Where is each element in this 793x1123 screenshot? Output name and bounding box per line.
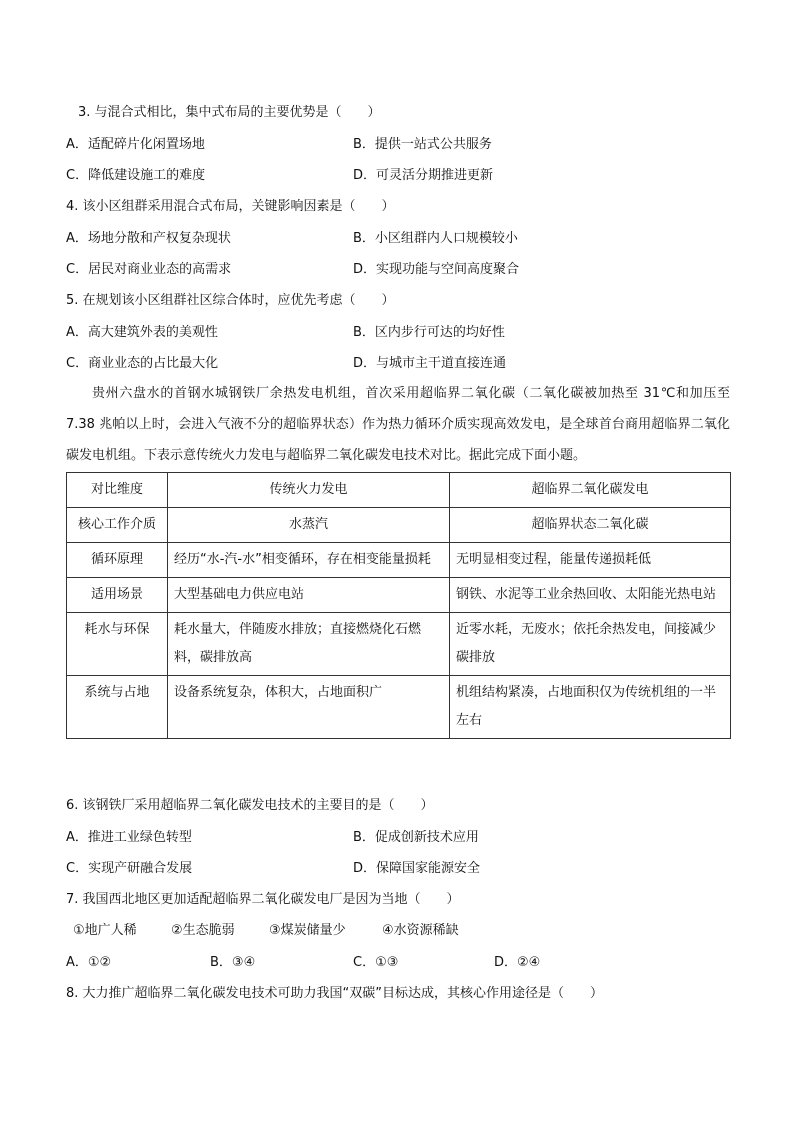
question-7-option-b: B．③④ <box>210 955 256 970</box>
question-6-stem: 6. 该钢铁厂采用超临界二氧化碳发电技术的主要目的是（ ） <box>66 798 434 813</box>
table-cell: 超临界状态二氧化碳 <box>450 508 731 543</box>
question-3-option-b: B．提供一站式公共服务 <box>353 137 492 152</box>
table-header-cell: 对比维度 <box>67 473 168 508</box>
question-8-stem: 8. 大力推广超临界二氧化碳发电技术可助力我国“双碳”目标达成，其核心作用途径是（ ） <box>66 986 604 1001</box>
question-7-option-c: C．①③ <box>353 955 399 970</box>
table-cell: 水蒸汽 <box>168 508 450 543</box>
question-5-option-c: C．商业业态的占比最大化 <box>66 356 219 371</box>
table-cell: 设备系统复杂，体积大，占地面积广 <box>168 676 450 739</box>
question-7-item-2: ②生态脆弱 <box>171 923 235 938</box>
question-4-option-d: D．实现功能与空间高度聚合 <box>353 262 520 277</box>
question-7-option-a: A．①② <box>66 955 112 970</box>
table-cell: 经历“水-汽-水”相变循环，存在相变能量损耗 <box>168 543 450 578</box>
table-row <box>67 543 731 578</box>
table-row <box>67 508 731 543</box>
question-7-option-d: D．②④ <box>494 955 541 970</box>
question-6-option-b: B．促成创新技术应用 <box>353 830 479 845</box>
table-cell: 适用场景 <box>67 578 168 613</box>
table-row <box>67 578 731 613</box>
question-5-option-d: D．与城市主干道直接连通 <box>353 356 507 371</box>
question-7-item-1: ①地广人稀 <box>73 923 137 938</box>
table-cell: 近零水耗，无废水；依托余热发电，间接减少碳排放 <box>450 613 731 676</box>
material-passage: 贵州六盘水的首钢水城钢铁厂余热发电机组，首次采用超临界二氧化碳（二氧化碳被加热至 31℃和加压至 7.38 兆帕以上时，会进入气液不分的超临界状态）作为热力循环介质实现高效发电，是全球首台商用超临界二氧化碳发电机组。下表示意传统火力发电与超临界二氧化碳发电技术对比。据此完成下面小题。 <box>66 386 730 463</box>
question-7-item-3: ③煤炭储量少 <box>269 923 346 938</box>
question-5-option-b: B．区内步行可达的均好性 <box>353 325 505 340</box>
question-6-option-a: A．推进工业绿色转型 <box>66 830 192 845</box>
table-cell: 机组结构紧凑，占地面积仅为传统机组的一半左右 <box>450 676 731 739</box>
table-cell: 系统与占地 <box>67 676 168 739</box>
table-cell: 无明显相变过程，能量传递损耗低 <box>450 543 731 578</box>
table-cell: 循环原理 <box>67 543 168 578</box>
table-header-cell: 超临界二氧化碳发电 <box>450 473 731 508</box>
table-header-row <box>67 473 731 508</box>
table-cell: 耗水量大，伴随废水排放；直接燃烧化石燃料，碳排放高 <box>168 613 450 676</box>
question-7-item-4: ④水资源稀缺 <box>382 923 459 938</box>
question-3-option-c: C．降低建设施工的难度 <box>66 168 206 183</box>
question-4-option-c: C．居民对商业业态的高需求 <box>66 262 232 277</box>
table-cell: 耗水与环保 <box>67 613 168 676</box>
table-cell: 大型基础电力供应电站 <box>168 578 450 613</box>
table-header-cell: 传统火力发电 <box>168 473 450 508</box>
question-5-stem: 5. 在规划该小区组群社区综合体时，应优先考虑（ ） <box>66 293 395 308</box>
question-6-option-c: C．实现产研融合发展 <box>66 861 193 876</box>
table-cell: 钢铁、水泥等工业余热回收、太阳能光热电站 <box>450 578 731 613</box>
question-3-stem: 3. 与混合式相比，集中式布局的主要优势是（ ） <box>78 105 381 120</box>
table-row <box>67 613 731 676</box>
question-5-option-a: A．高大建筑外表的美观性 <box>66 325 218 340</box>
question-3-option-d: D．可灵活分期推进更新 <box>353 168 494 183</box>
table-cell: 核心工作介质 <box>67 508 168 543</box>
table-row <box>67 676 731 739</box>
comparison-table <box>66 472 731 739</box>
question-4-option-b: B．小区组群内人口规模较小 <box>353 231 518 246</box>
question-4-stem: 4. 该小区组群采用混合式布局，关键影响因素是（ ） <box>66 199 395 214</box>
question-6-option-d: D．保障国家能源安全 <box>353 861 481 876</box>
question-7-stem: 7. 我国西北地区更加适配超临界二氧化碳发电厂是因为当地（ ） <box>66 892 460 907</box>
question-3-option-a: A．适配碎片化闲置场地 <box>66 137 205 152</box>
question-4-option-a: A．场地分散和产权复杂现状 <box>66 231 231 246</box>
